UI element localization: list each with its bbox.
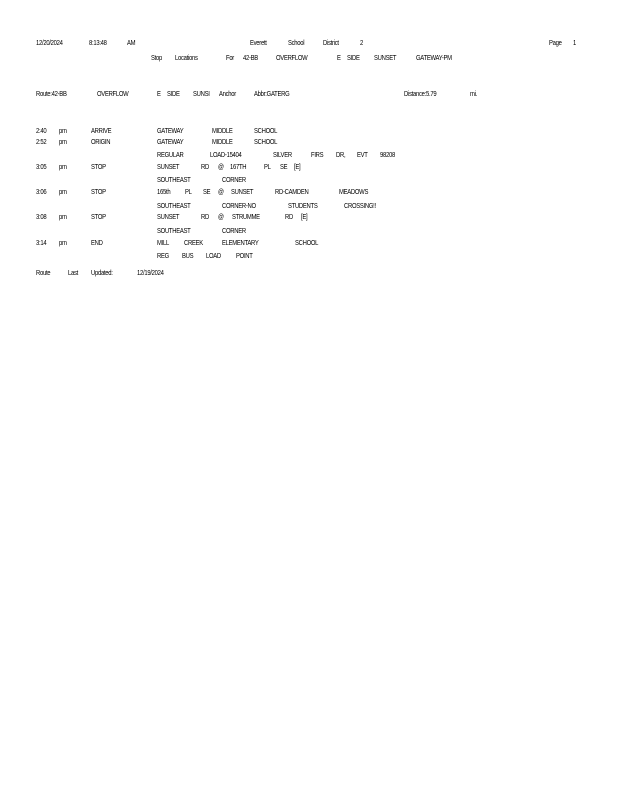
stop-desc-word: MILL <box>157 238 169 247</box>
stop-desc-word: STRUMME <box>232 212 260 221</box>
report-title-word: Stop <box>151 53 162 62</box>
org-word: District <box>323 38 339 47</box>
stop-type: STOP <box>91 162 106 171</box>
stop-desc-word: ELEMENTARY <box>222 238 259 247</box>
stop-desc-word: STUDENTS <box>288 201 318 210</box>
stop-desc-word: SUNSET <box>157 212 180 221</box>
stop-time: 3:05 <box>36 162 47 171</box>
stop-ampm: pm <box>59 187 67 196</box>
stop-desc-word: @ <box>218 187 224 196</box>
stop-desc-word: SCHOOL <box>295 238 319 247</box>
stop-desc-word: LOAD-15404 <box>210 150 242 159</box>
stop-desc-word: CROSSING!! <box>344 201 376 210</box>
stop-desc-word: RD-CAMDEN <box>275 187 309 196</box>
stop-ampm: pm <box>59 212 67 221</box>
stop-type: END <box>91 238 103 247</box>
route-word: E <box>157 89 161 98</box>
stop-desc-word: RD <box>201 162 209 171</box>
stop-desc-word: SUNSET <box>231 187 254 196</box>
stop-ampm: pm <box>59 126 67 135</box>
footer-word: Last <box>68 268 78 277</box>
stop-time: 2:40 <box>36 126 47 135</box>
org-word: School <box>288 38 305 47</box>
stop-desc-word: SOUTHEAST <box>157 201 191 210</box>
report-title-word: SIDE <box>347 53 360 62</box>
stop-desc-word: POINT <box>236 251 253 260</box>
stop-desc-word: @ <box>218 162 224 171</box>
org-word: 2 <box>360 38 363 47</box>
stop-desc-word: RD <box>201 212 209 221</box>
stop-ampm: pm <box>59 238 67 247</box>
stop-desc-word: SCHOOL <box>254 126 278 135</box>
report-title-word: E <box>337 53 341 62</box>
stop-type: ARRIVE <box>91 126 112 135</box>
stop-ampm: pm <box>59 137 67 146</box>
footer-updated-date: 12/19/2024 <box>137 268 164 277</box>
stop-type: STOP <box>91 187 106 196</box>
stop-desc-word: 98208 <box>380 150 395 159</box>
report-title-word: For <box>226 53 234 62</box>
route-word: SIDE <box>167 89 180 98</box>
route-word: Anchor <box>219 89 236 98</box>
stop-time: 3:14 <box>36 238 47 247</box>
org-word: Everett <box>250 38 267 47</box>
report-title-word: OVERFLOW <box>276 53 308 62</box>
stop-desc-word: EVT <box>357 150 368 159</box>
stop-desc-word: CORNER-NO <box>222 201 256 210</box>
stop-desc-word: MEADOWS <box>339 187 369 196</box>
stop-desc-word: 165th <box>157 187 171 196</box>
stop-desc-word: LOAD <box>206 251 221 260</box>
stop-desc-word: SOUTHEAST <box>157 175 191 184</box>
stop-desc-word: FIRS <box>311 150 324 159</box>
stop-desc-word: [E] <box>294 162 301 171</box>
stop-desc-word: PL <box>185 187 192 196</box>
stop-type: STOP <box>91 212 106 221</box>
footer-word: Route <box>36 268 51 277</box>
stop-desc-word: CORNER <box>222 175 246 184</box>
stop-desc-word: REG <box>157 251 169 260</box>
stop-desc-word: DR, <box>336 150 346 159</box>
report-title-word: Locations <box>175 53 198 62</box>
stop-desc-word: GATEWAY <box>157 126 184 135</box>
stop-time: 3:06 <box>36 187 47 196</box>
stop-desc-word: 167TH <box>230 162 247 171</box>
stop-desc-word: SE <box>203 187 211 196</box>
stop-desc-word: SILVER <box>273 150 292 159</box>
page-label: Page <box>549 38 562 47</box>
stop-desc-word: SCHOOL <box>254 137 278 146</box>
stop-desc-word: CREEK <box>184 238 203 247</box>
stop-desc-word: MIDDLE <box>212 137 233 146</box>
stop-desc-word: [E] <box>301 212 308 221</box>
route-distance: Distance:5.79 <box>404 89 437 98</box>
stop-desc-word: GATEWAY <box>157 137 184 146</box>
stop-type: ORIGIN <box>91 137 111 146</box>
report-title-word: 42-BB <box>243 53 258 62</box>
stop-ampm: pm <box>59 162 67 171</box>
route-id: Route:42-BB <box>36 89 67 98</box>
footer-word: Updated: <box>91 268 113 277</box>
stop-desc-word: PL <box>264 162 271 171</box>
stop-desc-word: RD <box>285 212 293 221</box>
route-word: OVERFLOW <box>97 89 129 98</box>
stop-desc-word: MIDDLE <box>212 126 233 135</box>
report-title-word: SUNSET <box>374 53 397 62</box>
stop-desc-word: BUS <box>182 251 194 260</box>
stop-desc-word: SOUTHEAST <box>157 226 191 235</box>
distance-unit: mi. <box>470 89 477 98</box>
report-date: 12/20/2024 <box>36 38 63 47</box>
stop-desc-word: CORNER <box>222 226 246 235</box>
stop-desc-word: @ <box>218 212 224 221</box>
stop-time: 2:52 <box>36 137 47 146</box>
stop-time: 3:08 <box>36 212 47 221</box>
stop-desc-word: SE <box>280 162 288 171</box>
route-word: SUNSI <box>193 89 210 98</box>
stop-desc-word: REGULAR <box>157 150 184 159</box>
stop-desc-word: SUNSET <box>157 162 180 171</box>
page-number: 1 <box>573 38 576 47</box>
route-abbr: Abbr:GATERG <box>254 89 290 98</box>
report-time: 8:13:48 <box>89 38 107 47</box>
report-ampm: AM <box>127 38 136 47</box>
report-title-word: GATEWAY-PM <box>416 53 452 62</box>
